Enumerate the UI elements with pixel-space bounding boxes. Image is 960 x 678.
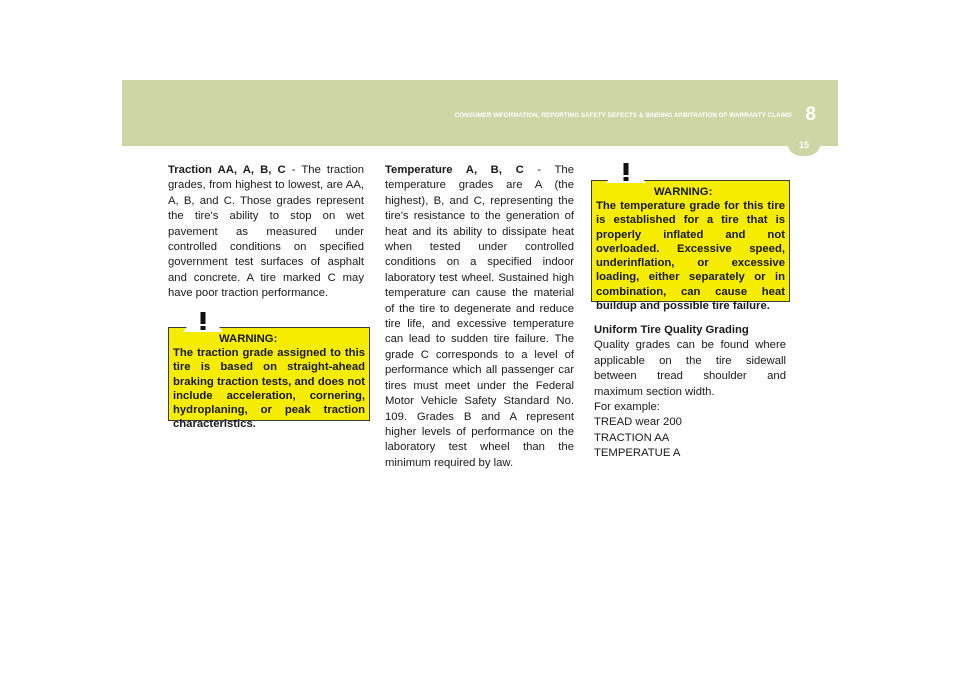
traction-lead: Traction AA, A, B, C (168, 164, 286, 176)
temperature-warning-text: The temperature grade for this tire is established for a tire that is properly inflated and not overloaded. Excessive speed, underinflation, or excessive loading, either separately or in combination, can cause heat buildup and possible tire failure. (596, 200, 785, 313)
temperature-warning-label: WARNING: (654, 186, 713, 198)
utqg-example-traction: TRACTION AA (594, 431, 670, 444)
traction-warning-label: WARNING: (219, 333, 278, 345)
chapter-number: 8 (805, 104, 816, 125)
temperature-warning-box (591, 180, 790, 313)
utqg-example-temperature: TEMPERATUE A (594, 447, 681, 460)
warning-icon (604, 157, 648, 183)
utqg-heading: Uniform Tire Quality Grading (594, 324, 749, 336)
page-number: 15 (798, 140, 809, 150)
utqg-example-label: For example: (594, 401, 660, 414)
utqg-example-tread: TREAD wear 200 (594, 416, 682, 429)
traction-paragraph (168, 163, 364, 302)
traction-body: - The traction grades, from highest to lowest, are AA, A, B, and C. Those grades represent the tire's ability to stop on wet pavement as measured under controlled conditions on specified government test surfaces of asphalt and concrete. A tire marked C may have poor traction performance. (168, 164, 364, 300)
traction-warning-box (168, 327, 370, 431)
temperature-paragraph (385, 163, 574, 471)
traction-warning-text: The traction grade assigned to this tire is based on straight-ahead braking traction tests, and does not include acceleration, cornering, hydroplaning, or peak traction characteristics. (173, 347, 365, 431)
utqg-body: Quality grades can be found where applicable on the tire sidewall between tread shoulder and maximum section width. (594, 339, 786, 398)
page-tab (787, 136, 821, 156)
temperature-lead: Temperature A, B, C (385, 164, 524, 176)
warning-icon (181, 306, 225, 332)
utqg-section (594, 323, 786, 462)
temperature-body: - The temperature grades are A (the highest), B, and C, representing the tire's resistance to the generation of heat and its ability to dissipate heat when tested under controlled conditions on a specified indoor laboratory test wheel. Sustained high temperature can cause the material of the tire to degenerate and reduce tire life, and excessive temperature can lead to sudden tire failure. The grade C corresponds to a level of performance which all passenger car tires must meet under the Federal Motor Vehicle Safety Standard No. 109. Grades B and A represent higher levels of performance on the laboratory test wheel than the minimum required by law. (385, 164, 574, 469)
chapter-title: CONSUMER INFORMATION, REPORTING SAFETY DEFECTS & BINDING ARBITRATION OF WARRANTY CLAIMS (454, 112, 792, 119)
header-band (122, 80, 838, 146)
